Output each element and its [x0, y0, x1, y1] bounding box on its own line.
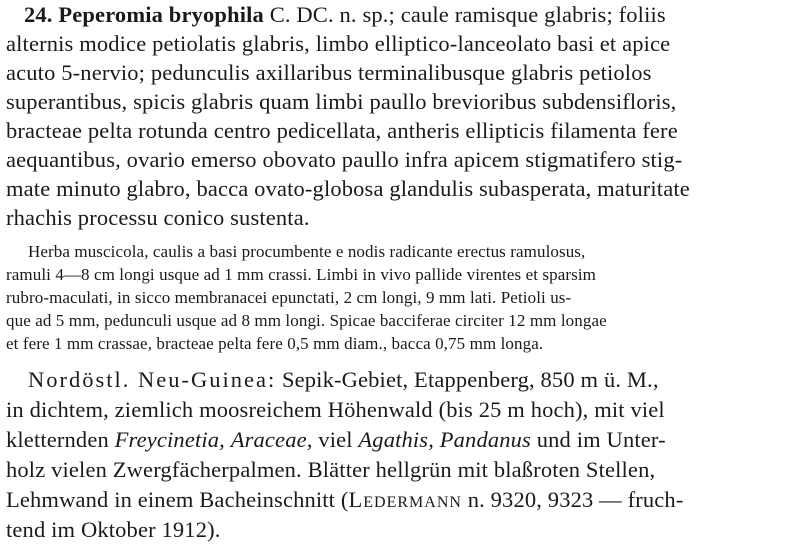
species-author: C. DC. n. sp.; — [269, 2, 395, 27]
taxon-freycinetia: Freycinetia, — [114, 427, 225, 452]
taxon-agathis: Agathis, — [358, 427, 434, 452]
locality-line: in dichtem, ziemlich moosreichem Höhenwald (bis 25 m hoch), mit viel — [6, 397, 665, 422]
locality-line — [6, 427, 666, 453]
entry-text-line: superantibus, spicis glabris quam limbi paullo brevioribus subdensifloris, — [6, 89, 677, 114]
entry-number: 24. — [24, 2, 53, 27]
locality-line — [28, 367, 659, 393]
locality-region: Nordöstl. Neu-Guinea: — [28, 367, 277, 392]
taxon-pandanus: Pandanus — [439, 427, 531, 452]
locality-text: viel — [312, 427, 359, 452]
locality-text: Lehmwand in einem Bacheinschnitt ( — [6, 487, 349, 512]
locality-text: kletternden — [6, 427, 115, 452]
entry-text-line: rhachis processu conico sustenta. — [6, 205, 310, 230]
description-line: que ad 5 mm, pedunculi usque ad 8 mm longi. Spicae bacciferae circiter 12 mm longae — [6, 311, 607, 330]
taxon-araceae: Araceae, — [230, 427, 313, 452]
locality-text: und im Unter- — [530, 427, 666, 452]
entry-first-line — [24, 2, 666, 28]
locality-line: holz vielen Zwergfächerpalmen. Blätter hellgrün mit blaßroten Stellen, — [6, 457, 656, 482]
species-name: Peperomia bryophila — [58, 2, 264, 27]
entry-text-line: acuto 5-nervio; pedunculis axillaribus terminalibusque glabris petiolos — [6, 60, 652, 85]
locality-text: Sepik-Gebiet, Etappenberg, 850 m ü. M., — [276, 367, 659, 392]
description-line: Herba muscicola, caulis a basi procumbente e nodis radicante erectus ramulosus, — [28, 242, 586, 261]
locality-line: tend im Oktober 1912). — [6, 517, 221, 542]
entry-text-line: alternis modice petiolatis glabris, limbo elliptico-lanceolato basi et apice — [6, 31, 671, 56]
entry-text-line: bracteae pelta rotunda centro pedicellata, antheris ellipticis filamenta fere — [6, 118, 678, 143]
description-line: et fere 1 mm crassae, bracteae pelta fere 0,5 mm diam., bacca 0,75 mm longa. — [6, 334, 544, 353]
description-line: ramuli 4—8 cm longi usque ad 1 mm crassi. Limbi in vivo pallide virentes et sparsim — [6, 265, 596, 284]
entry-text-line: aequantibus, ovario emerso obovato paullo infra apicem stigmatifero stig- — [6, 147, 683, 172]
entry-text-line: caule ramisque glabris; foliis — [394, 2, 666, 27]
locality-line — [6, 487, 683, 513]
entry-text-line: mate minuto glabro, bacca ovato-globosa glandulis subasperata, maturitate — [6, 176, 690, 201]
description-line: rubro-maculati, in sicco membranacei epunctati, 2 cm longi, 9 mm lati. Petioli us- — [6, 288, 572, 307]
collector-name: Ledermann — [348, 487, 462, 512]
locality-text: n. 9320, 9323 — fruch- — [461, 487, 684, 512]
